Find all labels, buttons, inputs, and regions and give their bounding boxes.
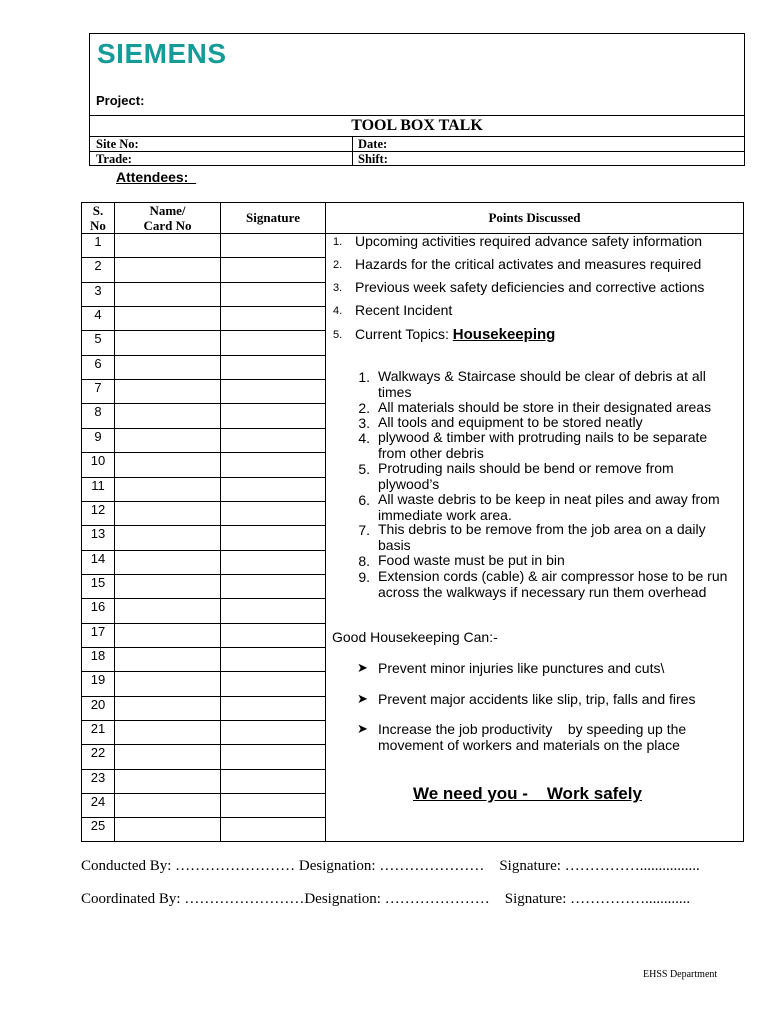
project-label: Project: [96, 93, 145, 108]
attendee-row-divider [81, 647, 326, 648]
housekeeping-item: Food waste must be put in bin [378, 552, 565, 568]
attendee-row-divider [81, 720, 326, 721]
name-header-line: Card No [143, 218, 192, 233]
attendee-row-number: 18 [90, 648, 106, 663]
good-housekeeping-item: Increase the job productivity by speeding up the movement of workers and materials on the place [378, 721, 691, 753]
attendee-row-number: 19 [90, 672, 106, 687]
department-label: EHSS Department [643, 969, 718, 980]
attendee-row-number: 10 [90, 453, 106, 468]
attendee-row-divider [81, 769, 326, 770]
attendee-row-divider [81, 403, 326, 404]
housekeeping-number: 8. [358, 553, 370, 569]
attendee-row-divider [81, 598, 326, 599]
attendee-row-number: 3 [94, 283, 102, 298]
header-divider [89, 115, 745, 116]
point-number: 3. [333, 282, 343, 294]
attendee-row-number: 25 [90, 818, 106, 833]
housekeeping-item: plywood & timber with protruding nails to be separate from other debris [378, 429, 708, 461]
housekeeping-item: Extension cords (cable) & air compressor hose to be run across the walkways if necessary run them overhead [378, 568, 728, 600]
attendee-row-number: 5 [94, 331, 102, 346]
current-topic-value: Housekeeping [452, 326, 556, 343]
attendee-row-number: 22 [90, 745, 106, 760]
attendee-row-divider [81, 793, 326, 794]
point-text: Upcoming activities required advance safety information [355, 233, 703, 249]
coordinated-by-line: Coordinated By: ……………………Designation: ………………… Signature: ……………............ [81, 891, 691, 907]
attendee-row-number: 21 [90, 721, 106, 736]
point-text: Previous week safety deficiencies and corrective actions [355, 279, 705, 295]
column-divider [220, 202, 221, 842]
attendee-row-divider [81, 282, 326, 283]
attendee-row-number: 23 [90, 770, 106, 785]
attendee-row-divider [81, 452, 326, 453]
point-text: Recent Incident [355, 302, 453, 318]
attendee-row-divider [81, 817, 326, 818]
name-header-line: Name/ [149, 203, 186, 218]
attendee-row-number: 9 [94, 429, 102, 444]
attendee-row-divider [81, 671, 326, 672]
point-number: 5. [333, 329, 343, 341]
point-number: 2. [333, 259, 343, 271]
point-number: 4. [333, 305, 343, 317]
housekeeping-number: 6. [358, 492, 370, 508]
attendee-row-number: 20 [90, 697, 106, 712]
shift-label: Shift: [358, 152, 388, 166]
point-text [355, 326, 555, 343]
housekeeping-number: 4. [358, 430, 370, 446]
form-title: TOOL BOX TALK [351, 117, 483, 134]
attendee-row-number: 11 [91, 478, 105, 493]
attendee-row-divider [81, 550, 326, 551]
attendee-row-number: 1 [94, 234, 102, 249]
conducted-by-line: Conducted By: …………………… Designation: ………………… Signature: ……………................ [81, 858, 700, 874]
site-no-label: Site No: [96, 137, 139, 151]
points-column-header: Points Discussed [488, 210, 581, 225]
good-housekeeping-item: Prevent minor injuries like punctures and cuts\ [378, 660, 665, 676]
attendee-row-divider [81, 525, 326, 526]
housekeeping-item: All waste debris to be keep in neat piles and away from immediate work area. [378, 491, 720, 523]
column-divider [325, 202, 326, 842]
attendee-row-number: 13 [90, 526, 106, 541]
housekeeping-number: 1. [358, 369, 370, 385]
header-divider [89, 136, 745, 137]
attendee-row-number: 4 [94, 307, 102, 322]
date-label: Date: [358, 137, 388, 151]
attendee-row-divider [81, 477, 326, 478]
attendee-row-number: 14 [90, 551, 106, 566]
housekeeping-item: This debris to be remove from the job area on a daily basis [378, 521, 706, 553]
good-housekeeping-title: Good Housekeeping Can:- [332, 629, 498, 645]
slogan: We need you - Work safely [413, 784, 642, 803]
housekeeping-number: 9. [358, 569, 370, 585]
attendee-row-divider [81, 744, 326, 745]
housekeeping-number: 5. [358, 461, 370, 477]
point-number: 1. [333, 236, 343, 248]
housekeeping-item: Walkways & Staircase should be clear of debris at all times [378, 368, 706, 400]
point-text: Hazards for the critical activates and measures required [355, 256, 702, 272]
arrow-bullet-icon: ➤ [357, 691, 368, 706]
column-divider [114, 202, 115, 842]
attendee-row-number: 6 [94, 356, 102, 371]
attendee-row-divider [81, 257, 326, 258]
attendee-row-divider [81, 379, 326, 380]
attendee-row-divider [81, 306, 326, 307]
attendee-row-number: 15 [90, 575, 106, 590]
housekeeping-item: All materials should be store in their designated areas [378, 399, 712, 415]
attendee-row-divider [81, 355, 326, 356]
attendee-row-divider [81, 623, 326, 624]
header-divider [89, 151, 745, 152]
attendee-row-divider [81, 501, 326, 502]
housekeeping-item: Protruding nails should be bend or remove from plywood’s [378, 460, 674, 492]
attendee-row-number: 7 [94, 380, 102, 395]
attendee-row-number: 2 [94, 258, 102, 273]
attendee-row-divider [81, 330, 326, 331]
housekeeping-number: 3. [358, 415, 370, 431]
attendee-row-number: 17 [90, 624, 106, 639]
attendees-label: Attendees: [116, 169, 197, 185]
housekeeping-number: 7. [358, 522, 370, 538]
arrow-bullet-icon: ➤ [357, 721, 368, 736]
attendee-row-divider [81, 696, 326, 697]
attendee-row-number: 16 [90, 599, 106, 614]
attendee-row-divider [81, 428, 326, 429]
sno-header-line: No [90, 218, 106, 233]
signature-column-header: Signature [246, 210, 300, 225]
siemens-logo: SIEMENS [97, 38, 227, 69]
housekeeping-item: All tools and equipment to be stored neatly [378, 414, 643, 430]
trade-label: Trade: [96, 152, 132, 166]
attendee-row-number: 8 [94, 404, 102, 419]
good-housekeeping-item: Prevent major accidents like slip, trip, falls and fires [378, 691, 696, 707]
sno-header-line: S. [92, 203, 104, 218]
arrow-bullet-icon: ➤ [357, 660, 368, 675]
header-column-divider [352, 136, 353, 166]
name-column-header [115, 203, 220, 233]
attendee-row-number: 12 [90, 502, 106, 517]
attendee-row-divider [81, 574, 326, 575]
attendee-row-number: 24 [90, 794, 106, 809]
housekeeping-number: 2. [358, 400, 370, 416]
sno-column-header [82, 203, 114, 233]
current-topics-label: Current Topics: [355, 326, 453, 342]
